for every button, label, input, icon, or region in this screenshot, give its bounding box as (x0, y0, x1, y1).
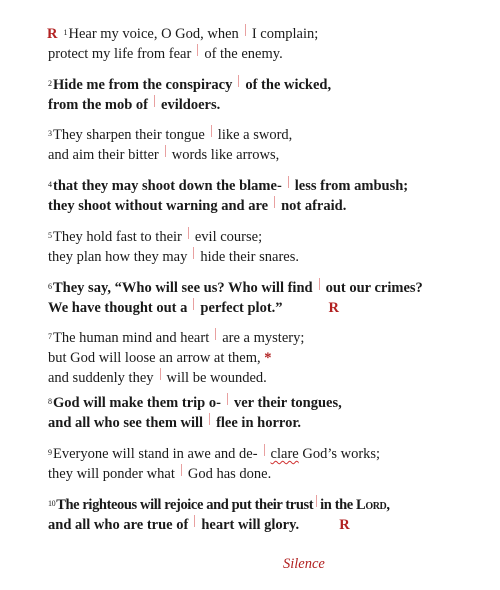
pointing-bar (215, 328, 216, 340)
verse-1 (48, 24, 480, 64)
response-marker: R (339, 517, 350, 533)
verse-7-line-1: $^7$The human mind and heart are a mystery; (48, 330, 305, 346)
verse-3 (48, 125, 480, 165)
pointing-bar (238, 75, 239, 87)
verse-3-line-1: $^3$They sharpen their tongue like a sword, (48, 127, 293, 143)
spellcheck-word: clare (270, 446, 299, 462)
verse-6 (48, 278, 480, 318)
verse-5-line-1: $^5$They hold fast to their evil course; (48, 229, 263, 245)
verse-10-line-1: $^{10}$The righteous will rejoice and put their trust in the Lord, (48, 497, 390, 513)
verse-4-line-2: they shoot without warning and are not afraid. (48, 198, 347, 214)
verse-6-line-1: $^6$They say, “Who will see us? Who will find out our crimes? (48, 280, 423, 296)
pointing-bar (193, 298, 194, 310)
verse-number: 10 (48, 499, 56, 508)
verse-number: 9 (48, 448, 52, 457)
pointing-bar (160, 368, 161, 380)
pointing-bar (188, 227, 189, 239)
verse-7-line-2: but God will loose an arrow at them, * (48, 350, 272, 366)
asterisk-mark: * (264, 350, 272, 366)
verse-7-line-3: and suddenly they will be wounded. (48, 370, 267, 386)
verse-3-line-2: and aim their bitter words like arrows, (48, 147, 280, 163)
verse-8 (48, 393, 480, 433)
verse-number: 2 (48, 79, 52, 88)
verse-1-line-2: protect my life from fear of the enemy. (48, 46, 283, 62)
pointing-bar (245, 24, 246, 36)
verse-number: 5 (48, 231, 52, 240)
verse-1-line-1: R $^1$Hear my voice, O God, when I complain; (47, 26, 319, 42)
pointing-bar (165, 145, 166, 157)
verse-number: 3 (48, 129, 52, 138)
pointing-bar (197, 44, 198, 56)
response-marker: R (328, 300, 340, 316)
pointing-bar (193, 247, 194, 259)
verse-5-line-2: they plan how they may hide their snares. (48, 249, 299, 265)
pointing-bar (227, 393, 228, 405)
pointing-bar (319, 278, 320, 290)
verse-number: 1 (63, 28, 68, 37)
verse-9-line-1: $^9$Everyone will stand in awe and de- clare God’s works; (48, 446, 381, 462)
pointing-bar (264, 444, 265, 456)
verse-4-line-1: $^4$that they may shoot down the blame- less from ambush; (48, 178, 409, 194)
divine-name: Lord (356, 497, 387, 513)
verse-8-line-2: and all who see them will flee in horror. (48, 415, 302, 431)
pointing-bar (209, 413, 210, 425)
verse-6-line-2: We have thought out a perfect plot.” R (48, 300, 340, 316)
pointing-bar (181, 464, 182, 476)
pointing-bar (274, 196, 275, 208)
pointing-bar (316, 495, 317, 507)
verse-2-line-2: from the mob of evildoers. (48, 97, 221, 113)
verse-number: 7 (48, 332, 52, 341)
verse-7 (48, 328, 480, 388)
verse-10-line-2: and all who are true of heart will glory. R (48, 517, 350, 533)
verse-10 (48, 495, 480, 535)
pointing-bar (194, 515, 195, 527)
verse-number: 4 (48, 180, 52, 189)
pointing-bar (154, 95, 155, 107)
verse-number: 8 (48, 397, 52, 406)
verse-4 (48, 176, 480, 216)
silence-rubric: Silence (283, 556, 325, 572)
verse-2-line-1: $^2$Hide me from the conspiracy of the wicked, (48, 77, 332, 93)
verse-9 (48, 444, 480, 484)
verse-5 (48, 227, 480, 267)
verse-2 (48, 75, 480, 115)
response-marker: R (47, 26, 58, 42)
pointing-bar (288, 176, 289, 188)
pointing-bar (211, 125, 212, 137)
verse-number: 6 (48, 282, 52, 291)
verse-9-line-2: they will ponder what God has done. (48, 466, 272, 482)
verse-8-line-1: $^8$God will make them trip o- ver their tongues, (48, 395, 342, 411)
